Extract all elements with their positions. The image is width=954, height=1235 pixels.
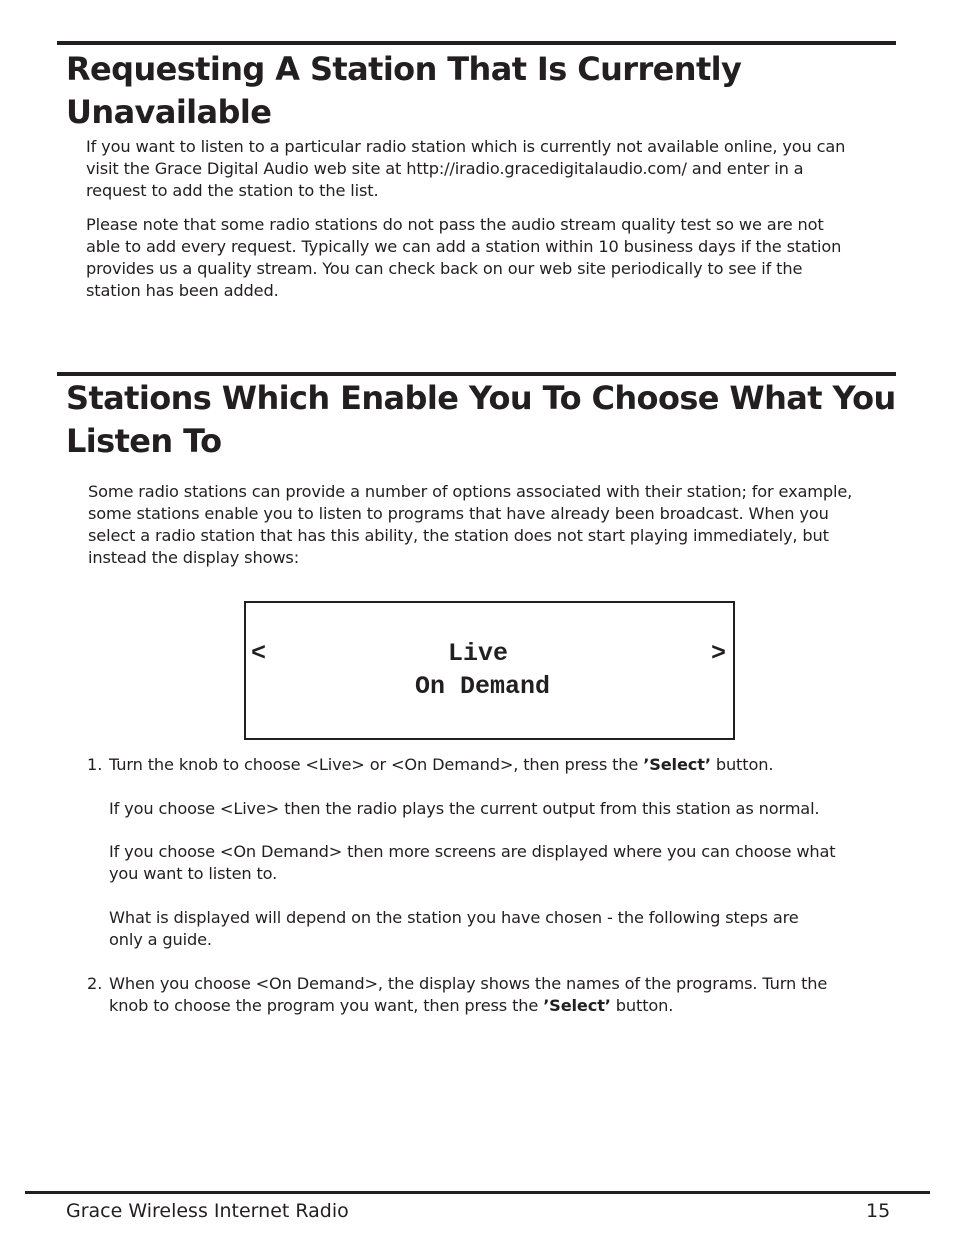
step-number: 1. [87,755,103,774]
right-arrow: > [711,639,727,668]
step-text: Turn the knob to choose <Live> or <On Demand>, then press the ’Select’ button. [109,755,774,774]
step-number: 2. [87,974,103,993]
section-heading: Requesting A Station That Is Currently Unavailable [66,50,742,131]
display-option-on-demand: On Demand [415,672,551,701]
paragraph: Some radio stations can provide a number of options associated with their station; for example, some stations enable you to listen to programs that have already been broadcast. When you select a radio station that has this ability, the station does not start playing immediately, but instead the display shows: [88,482,853,567]
paragraph: Please note that some radio stations do not pass the audio stream quality test so we are not able to add every request. Typically we can add a station within 10 business days if the station provides us a quality stream. You can check back on our web site periodically to see if the station has been added. [86,215,842,300]
section-rule [57,372,896,376]
step-note: If you choose <Live> then the radio plays the current output from this station as normal. [109,799,820,818]
display-option-live: Live [448,639,509,668]
footer-title: Grace Wireless Internet Radio [66,1200,349,1222]
section-heading: Stations Which Enable You To Choose What You Listen To [66,379,896,460]
page-number: 15 [866,1200,891,1222]
footer-rule [25,1191,930,1194]
select-label: ’Select’ [643,755,711,774]
step-note: If you choose <On Demand> then more screens are displayed where you can choose what you want to listen to. [109,842,836,883]
section-rule [57,41,896,45]
select-label: ’Select’ [543,996,611,1015]
radio-display [244,601,735,740]
step-text: When you choose <On Demand>, the display shows the names of the programs. Turn the knob to choose the program you want, then press the ’Select’ button. [109,974,828,1015]
step-note: What is displayed will depend on the station you have chosen - the following steps are only a guide. [109,908,799,949]
left-arrow: < [251,639,267,668]
paragraph: If you want to listen to a particular radio station which is currently not available online, you can visit the Grace Digital Audio web site at http://iradio.gracedigitalaudio.com/ and enter in a request to add the station to the list. [86,137,846,200]
